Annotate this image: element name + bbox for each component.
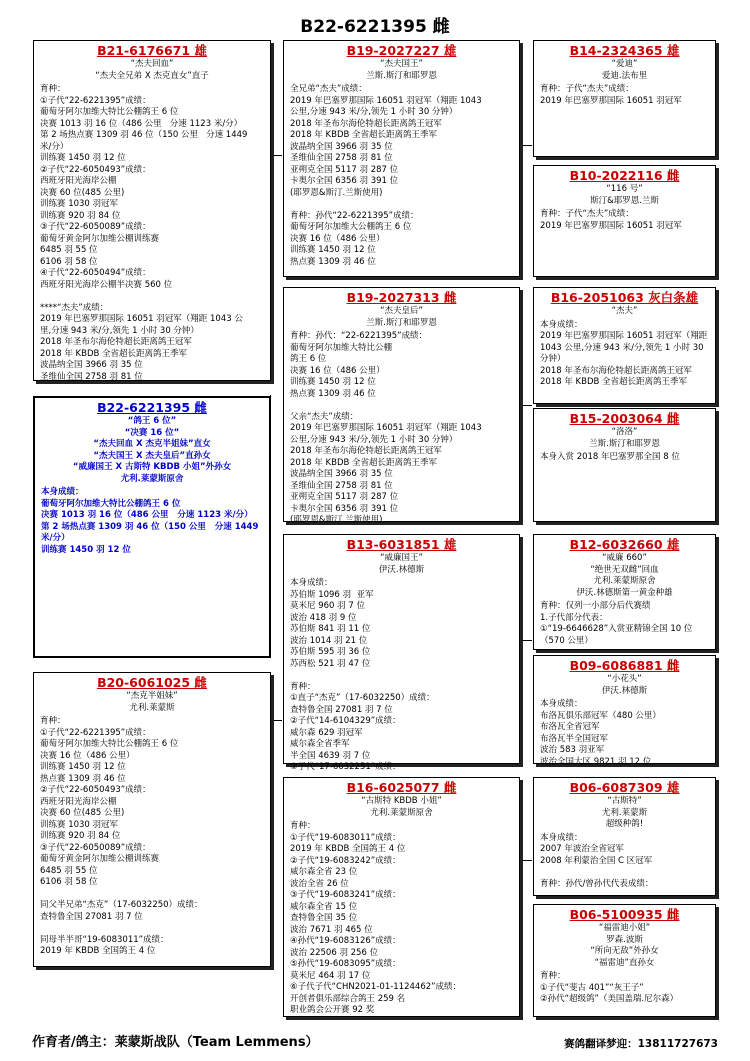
record-line — [40, 923, 264, 935]
record-line: 6106 羽 58 位 — [40, 877, 98, 887]
record-line: 热点赛 1309 羽 46 位 — [290, 256, 376, 267]
record-line: 葡萄牙阿尔加维大特比公棚鸽王 6 位 — [41, 498, 181, 509]
record-line: 2018 年 KBDB 全省超长距离鸽王季军 — [540, 377, 688, 387]
subtitle-line: 尤利.莱蒙斯原舍 — [120, 473, 184, 484]
subtitle-line: 尤利.莱蒙斯原舍 — [370, 807, 433, 818]
subtitle-line: “爱迪” — [611, 59, 638, 69]
record-line: 里,分速 943 米/分,领先 1 小时 30 分钟） — [40, 325, 199, 336]
connector-line — [520, 145, 532, 146]
subtitle-line: 尤利.莱蒙斯 — [129, 702, 175, 713]
record-line — [540, 867, 709, 879]
subtitle-line: “小花头” — [607, 674, 642, 684]
record-line: 波晶纳全国 3966 羽 35 位 — [40, 360, 143, 370]
subtitle-line: 兰斯.斯汀和耶罗恩 — [589, 438, 660, 449]
ring-number: B20-6061025 雌 — [97, 675, 207, 690]
record-line: 2008 年利蒙治全国 C 区冠军 — [540, 855, 653, 866]
subtitle-line: “绝世无双雌”回血 — [590, 564, 659, 575]
record-line: 苏伯斯 1096 羽 亚军 — [290, 589, 374, 600]
record-line: 父亲“杰夫”成绩： — [290, 411, 359, 422]
subtitle-line: 斯汀&耶罗恩.兰斯 — [590, 195, 659, 206]
record-line: 2018 年圣布尔海伦特超长距离鸽王冠军 — [540, 365, 692, 376]
record-line: 决赛 16 位（486 公里） — [40, 750, 135, 761]
record-line: 本身入赏 2018 年巴塞罗那全国 8 位 — [540, 452, 680, 462]
record-line: 6485 羽 55 位 — [40, 245, 98, 255]
card-body — [540, 209, 709, 232]
record-line: 葡萄牙阿尔加维大公棚鸽王 6 位 — [290, 222, 412, 232]
record-line: 葡萄牙阿尔加维大特比公棚鸽王 6 位 — [40, 107, 179, 117]
record-line — [290, 199, 513, 211]
pedigree-card-granddam-paternal — [283, 287, 520, 525]
record-line: 葡萄牙阿尔加维大特比公棚 — [290, 342, 393, 353]
record-line: 米/分） — [40, 141, 69, 152]
record-line: 2018 年 KBDB 全省超长距离鸽王季军 — [290, 457, 438, 468]
record-line: (耶罗恩&斯汀.兰斯使用) — [290, 187, 383, 198]
record-line: 育种： — [290, 821, 316, 831]
record-line: 波晶纳全国 3966 羽 35 位 — [290, 141, 393, 152]
subtitle-line: 兰斯.斯汀和耶罗恩 — [366, 70, 437, 81]
record-line: 波治全省 26 位 — [290, 878, 349, 889]
record-line: 训练赛 1450 羽 12 位 — [290, 377, 376, 387]
card-body — [41, 487, 263, 556]
record-line: 决赛 60 位(485 公里) — [40, 808, 125, 818]
record-line: （570 公里） — [540, 635, 593, 646]
card-body — [540, 452, 709, 464]
subtitle-line: “洛洛” — [611, 427, 638, 437]
card-subtitle — [290, 306, 513, 329]
record-line: 2019 年巴塞罗那国际 16051 羽冠军 — [540, 95, 682, 106]
subtitle-line: 超级种鸽! — [605, 819, 644, 829]
card-body — [540, 833, 709, 891]
subtitle-line: “杰夫” — [611, 306, 638, 316]
record-line: 公里,分速 943 米/分,领先 1 小时 30 分钟） — [290, 107, 458, 117]
record-line: 育种：孙代“22-6221395”成绩： — [290, 210, 419, 221]
record-line: 决赛 1013 羽 16 位（486 公里 分速 1123 米/分） — [41, 510, 253, 520]
record-line: 第 2 场热点赛 1309 羽 46 位（150 公里 分速 1449 — [40, 130, 248, 140]
record-line — [40, 889, 264, 901]
record-line: 训练赛 1030 羽冠军 — [40, 819, 119, 830]
record-line: 2018 年 KBDB 全省超长距离鸽王季军 — [40, 348, 188, 359]
record-line: 苏伯斯 595 羽 36 位 — [290, 647, 371, 657]
ring-number: B06-6087309 雄 — [569, 780, 680, 795]
record-line: 卡奥尔全国 6356 羽 391 位 — [290, 503, 399, 514]
card-subtitle — [540, 923, 709, 969]
subtitle-line: 爱迪.法布里 — [601, 70, 648, 81]
subtitle-line: “杰夫回血 X 杰克半姐妹”直女 — [93, 439, 211, 449]
record-line: 威尔森全省 23 位 — [290, 867, 358, 877]
ring-number: B16-2051063 灰白条雄 — [550, 290, 699, 305]
record-line: 育种： — [40, 716, 66, 726]
record-line: ④子代“22-6050494”成绩： — [40, 268, 151, 278]
record-line: 波治 1014 羽 21 位 — [290, 635, 368, 646]
record-line: 分钟） — [540, 354, 566, 364]
subtitle-line: 兰斯.斯汀和耶罗恩 — [366, 317, 437, 328]
record-line: 育种： — [540, 971, 566, 981]
record-line: 育种：孙代：“22-6221395”成绩： — [290, 331, 428, 341]
translator-credit: 赛鸽翻译梦迎：13811727673 — [564, 1038, 718, 1050]
record-line: 西班牙阳光海岸公棚半决赛 560 位 — [40, 279, 173, 290]
record-line: 波治全国大区 9821 羽 12 位 — [540, 756, 652, 767]
ring-number: B15-2003064 雌 — [569, 411, 680, 426]
record-line: 波治 583 羽亚军 — [540, 745, 605, 755]
card-subtitle — [290, 553, 513, 576]
subtitle-line: 尤利.莱蒙斯原舍 — [593, 576, 656, 586]
card-subtitle — [41, 416, 263, 485]
card-subtitle — [540, 674, 709, 697]
record-line: 威尔森 629 羽冠军 — [290, 727, 363, 738]
record-line: 训练赛 1450 羽 12 位 — [290, 245, 376, 255]
record-line: 育种： — [290, 681, 316, 692]
record-line: 葡萄牙阿尔加维大特比公棚鸽王 6 位 — [40, 739, 179, 749]
subtitle-line: “福雷迪”直孙女 — [594, 957, 655, 968]
subtitle-line: “威廉 660” — [602, 553, 647, 563]
record-line — [290, 670, 513, 682]
record-line: 威尔森全省 15 位 — [290, 901, 358, 912]
record-line: ①子代“22-6221395”成绩： — [40, 95, 151, 106]
record-line: 莫米尼 960 羽 7 位 — [290, 601, 365, 611]
ring-number: B06-5100935 雌 — [569, 907, 680, 922]
subtitle-line: “杰夫皇后” — [380, 306, 423, 316]
pedigree-card-dam — [33, 672, 271, 967]
subtitle-line: “鸽王 6 位” — [127, 416, 177, 426]
subtitle-line: “杰夫全兄弟 X 杰克直女”直子 — [95, 70, 209, 81]
record-line: 训练赛 920 羽 84 位 — [40, 831, 121, 841]
card-subtitle — [540, 59, 709, 82]
record-line: 训练赛 920 羽 84 位 — [40, 210, 121, 221]
subtitle-line: “杰夫国王” — [380, 59, 423, 69]
record-line: 波治 7671 羽 465 位 — [290, 924, 373, 935]
record-line: ③子代“17-6032251”成绩： — [290, 762, 401, 772]
pedigree-card-ggsire-1 — [533, 40, 716, 157]
record-line: 育种：子代“杰夫”成绩： — [540, 84, 634, 94]
record-line: 亚朔克全国 5117 羽 287 位 — [290, 492, 399, 502]
card-body — [540, 84, 709, 107]
record-line: 波治 22506 羽 256 位 — [290, 947, 379, 958]
record-line: 决赛 16 位（486 公里） — [290, 365, 385, 376]
pedigree-card-ggdam-1 — [533, 165, 716, 277]
subtitle-line: 伊沃.林德斯 — [378, 564, 425, 575]
record-line: 训练赛 1450 羽 12 位 — [40, 153, 126, 163]
record-line: 米/分） — [41, 533, 70, 543]
ring-number: B14-2324365 雄 — [569, 43, 680, 58]
record-line: 1.子代部分代表： — [540, 612, 608, 623]
subtitle-line: 伊沃.林德斯 — [601, 685, 648, 696]
pedigree-card-sire — [33, 40, 271, 381]
subtitle-line: “杰克半姐妹” — [126, 691, 178, 701]
record-line: ⑤孙代“19-6083095”成绩： — [290, 959, 401, 969]
record-line: 西班牙阳光海岸公棚 — [40, 176, 117, 186]
record-line: 2019 年巴塞罗那国际 16051 羽冠军（翔距 1043 公 — [40, 314, 243, 324]
connector-line — [520, 860, 532, 861]
record-line: 同父半兄弟“杰克”（17-6032250）成绩： — [40, 900, 203, 910]
ring-number: B21-6176671 雄 — [97, 43, 207, 58]
record-line: 葡萄牙黄金阿尔加维公棚训练赛 — [40, 854, 160, 864]
subtitle-line: “决赛 16 位” — [124, 427, 180, 438]
record-line: 决赛 1013 羽 16 位（486 公里 分速 1123 米/分） — [40, 118, 243, 129]
ring-number: B19-2027227 雄 — [346, 43, 457, 58]
subtitle-line: “古斯特” — [607, 796, 642, 806]
record-line: 2019 年巴塞罗那国际 16051 羽冠军 — [540, 220, 682, 231]
record-line: 热点赛 1309 羽 46 位 — [40, 773, 126, 784]
record-line: 布洛瓦半全国冠军 — [540, 733, 609, 744]
card-subtitle — [40, 59, 264, 82]
subtitle-line: “福雷迪小姐” — [598, 923, 651, 933]
record-line: 莫米尼 464 羽 17 位 — [290, 970, 371, 981]
record-line: 本身成绩： — [540, 699, 583, 709]
record-line: 圣维仙全国 2758 羽 81 位 — [290, 153, 393, 163]
card-subtitle — [540, 306, 709, 318]
card-body — [290, 331, 513, 527]
record-line: 育种：仅列一小部分后代赛绩 — [540, 601, 651, 611]
record-line: 全兄弟“杰夫”成绩： — [290, 84, 367, 94]
record-line: ①子代“19-6083011”成绩： — [290, 832, 401, 843]
record-line: 圣维仙全国 2758 羽 81 位 — [40, 371, 143, 382]
pedigree-card-grandsire-paternal — [283, 40, 520, 277]
record-line: 本身成绩： — [540, 319, 583, 330]
pedigree-card-ggsire-3 — [533, 534, 716, 650]
record-line: ①子代“22-6221395”成绩： — [40, 727, 151, 738]
record-line: 苏伯斯 841 羽 11 位 — [290, 624, 371, 634]
connector-line — [270, 155, 282, 156]
card-subtitle — [540, 184, 709, 207]
record-line: 查特鲁全国 27081 羽 7 位 — [290, 704, 393, 715]
record-line: 查特鲁全国 27081 羽 7 位 — [40, 911, 143, 922]
record-line: 6485 羽 55 位 — [40, 865, 98, 876]
record-line: 圣维仙全国 2758 羽 81 位 — [290, 480, 393, 491]
record-line: 训练赛 1030 羽冠军 — [40, 199, 119, 209]
record-line: 训练赛 1450 羽 12 位 — [40, 762, 126, 772]
record-line: 6106 羽 58 位 — [40, 256, 98, 267]
record-line: 开创者俱乐部综合鸽王 259 名 — [290, 993, 406, 1004]
connector-line — [520, 640, 532, 641]
record-line: 2018 年圣布尔海伦特超长距离鸽王冠军 — [290, 446, 442, 456]
subtitle-line: 罗森.波斯 — [606, 934, 643, 945]
record-line: 2007 年波治全省冠军 — [540, 844, 624, 854]
pedigree-card-subject — [33, 396, 271, 658]
record-line: 职业鸽会公开赛 92 奖 — [290, 1005, 375, 1015]
record-line: ④孙代“19-6083126”成绩： — [290, 936, 401, 946]
card-subtitle — [290, 796, 513, 819]
subtitle-line: “所向无敌”外孙女 — [590, 946, 659, 956]
record-line: 西班牙阳光海岸公棚 — [40, 796, 117, 807]
record-line: 鸽王 6 位 — [290, 354, 327, 364]
record-line: 2019 年巴塞罗那国际 16051 羽冠军（翔距 1043 — [290, 95, 482, 106]
record-line: ③子代“19-6083241”成绩： — [290, 890, 401, 900]
subtitle-line: “杰夫国王 X 杰夫皇后”直孙女 — [93, 450, 211, 461]
record-line: 公里,分速 943 米/分,领先 1 小时 30 分钟） — [290, 434, 458, 445]
record-line: ****“杰夫”成绩： — [40, 302, 109, 313]
record-line: 2019 年 KBDB 全国鸽王 4 位 — [290, 844, 406, 854]
card-body — [40, 84, 264, 383]
record-line: 同母半半哥“19-6083011”成绩： — [40, 934, 169, 945]
ring-number: B12-6032660 雄 — [569, 537, 680, 552]
record-line: 本身成绩： — [41, 487, 84, 497]
card-subtitle — [290, 59, 513, 82]
ring-number: B16-6025077 雌 — [346, 780, 457, 795]
subtitle-line: 尤利.莱蒙斯 — [601, 807, 648, 818]
record-line: ②子代“14-6104329”成绩： — [290, 716, 401, 726]
record-line: 2019 年巴塞罗那国际 16051 羽冠军（翔距 — [540, 331, 708, 341]
card-body — [540, 699, 709, 768]
card-body — [290, 578, 513, 774]
record-line: 育种：子代“杰夫”成绩： — [540, 209, 634, 219]
record-line: 决赛 60 位(485 公里) — [40, 187, 125, 198]
record-line: 训练赛 1450 羽 12 位 — [41, 544, 131, 555]
record-line: 波晶纳全国 3966 羽 35 位 — [290, 469, 393, 479]
card-body — [290, 821, 513, 1017]
card-body — [540, 320, 709, 389]
breeder-credit: 作育者/鸽主：莱蒙斯战队（Team Lemmens） — [32, 1035, 319, 1050]
record-line: 亚朔克全国 5117 羽 287 位 — [290, 164, 399, 175]
record-line — [290, 400, 513, 412]
subtitle-line: “116 号” — [606, 184, 643, 194]
ring-number: B19-2027313 雌 — [346, 290, 457, 305]
pedigree-card-ggdam-2 — [533, 408, 716, 522]
record-line: 苏西松 521 羽 47 位 — [290, 658, 371, 669]
record-line: 波治 418 羽 9 位 — [290, 612, 357, 623]
record-line: 卡奥尔全国 6356 羽 391 位 — [290, 176, 399, 186]
subtitle-line: “威廉国王” — [380, 553, 423, 563]
pedigree-card-ggsire-4 — [533, 777, 716, 896]
record-line: ③子代“22-6050089”成绩： — [40, 842, 151, 853]
ring-number: B09-6086881 雌 — [569, 658, 680, 673]
record-line: 2019 年 KBDB 全国鸽王 4 位 — [40, 946, 156, 956]
card-body — [40, 716, 264, 958]
ring-number: B10-2022116 雌 — [569, 168, 680, 183]
pedigree-card-ggsire-2 — [533, 287, 716, 404]
record-line: 2018 年 KBDB 全省超长距离鸽王季军 — [290, 130, 438, 140]
record-line: ②孙代“超级鸽”（美国盖瑞.尼尔森） — [540, 994, 679, 1004]
card-body — [540, 971, 709, 1006]
record-line: ②子代“22-6050493”成绩： — [40, 785, 151, 795]
card-subtitle — [540, 553, 709, 599]
record-line: ①直子“杰克”（17-6032250）成绩： — [290, 693, 435, 703]
pedigree-card-grandsire-maternal — [283, 534, 520, 772]
record-line: (耶罗恩&斯汀.兰斯使用) — [290, 515, 383, 525]
pedigree-card-granddam-maternal — [283, 777, 520, 1017]
record-line: 2019 年巴塞罗那国际 16051 羽冠军（翔距 1043 — [290, 423, 482, 433]
record-line: 决赛 16 位（486 公里） — [290, 233, 385, 244]
record-line: 育种：孙代/曾孙代代表成绩： — [540, 878, 654, 889]
record-line: 威尔森全省季军 — [290, 739, 350, 749]
subtitle-line: “古斯特 KBDB 小姐” — [361, 796, 442, 806]
record-line: ②子代“22-6050493”成绩： — [40, 164, 151, 175]
card-subtitle — [40, 691, 264, 714]
ring-number: B22-6221395 雌 — [97, 400, 207, 415]
record-line: ③子代“22-6050089”成绩： — [40, 222, 151, 232]
record-line: 半全国 4639 羽 7 位 — [290, 750, 371, 761]
record-line: ①“19-6646628”入赏亚精锦全国 10 位 — [540, 624, 693, 634]
record-line: 查特鲁全国 35 位 — [290, 913, 358, 923]
record-line: 本身成绩： — [290, 578, 333, 588]
card-body — [290, 84, 513, 268]
page-title: B22-6221395 雌 — [300, 17, 450, 37]
record-line: 2018 年圣布尔海伦特超长距离鸽王冠军 — [290, 118, 442, 129]
record-line: 布洛瓦全省冠军 — [540, 722, 600, 732]
record-line: 热点赛 1309 羽 46 位 — [290, 388, 376, 399]
connector-line — [270, 720, 282, 721]
pedigree-card-ggdam-3 — [533, 655, 716, 767]
ring-number: B13-6031851 雄 — [346, 537, 457, 552]
record-line: 本身成绩： — [540, 832, 583, 843]
card-subtitle — [540, 427, 709, 450]
record-line: 育种： — [40, 84, 66, 94]
subtitle-line: “杰夫回血” — [130, 59, 174, 69]
record-line: 第 2 场热点赛 1309 羽 46 位（150 公里 分速 1449 — [41, 521, 259, 532]
record-line: 2018 年圣布尔海伦特超长距离鸽王冠军 — [40, 337, 192, 347]
pedigree-card-ggdam-4 — [533, 904, 716, 1017]
record-line: 葡萄牙黄金阿尔加维公棚训练赛 — [40, 233, 160, 244]
record-line — [40, 291, 264, 303]
record-line: 1043 公里,分速 943 米/分,领先 1 小时 30 — [540, 342, 704, 353]
card-body — [540, 601, 709, 647]
subtitle-line: “威廉国王 X 古斯特 KBDB 小姐”外孙女 — [72, 462, 232, 472]
subtitle-line: 伊沃.林德斯第一黄金种雄 — [576, 587, 673, 598]
record-line: ⑥子代子代“CHN2021-01-1124462”成绩： — [290, 982, 462, 992]
record-line: 布洛瓦俱乐部冠军（480 公里） — [540, 710, 661, 721]
record-line: ②子代“19-6083242”成绩： — [290, 855, 401, 866]
record-line: ①子代“斐古 401”“灰王子” — [540, 982, 644, 993]
card-subtitle — [540, 796, 709, 831]
connector-line — [520, 405, 532, 406]
